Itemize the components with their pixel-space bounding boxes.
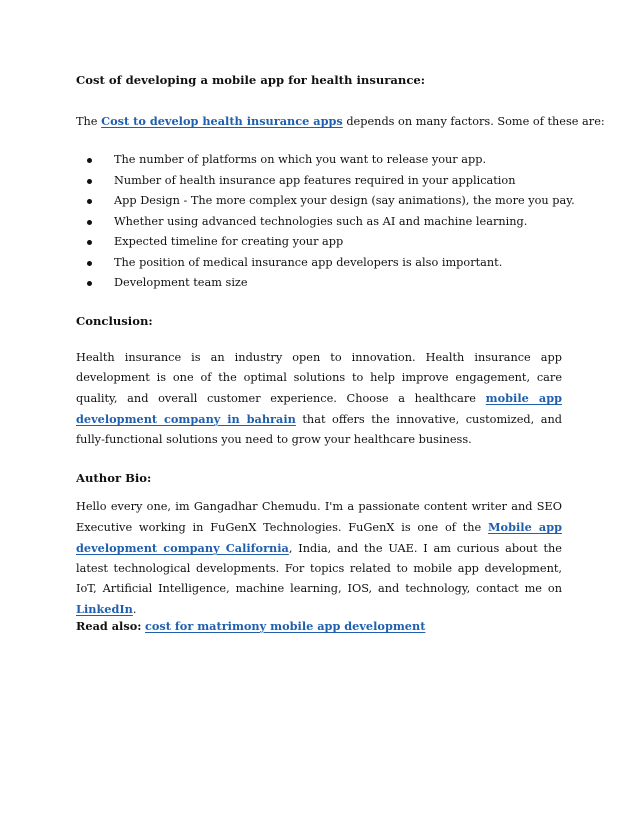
section-heading-author-bio: Author Bio: — [76, 471, 152, 485]
bullet-icon — [87, 179, 92, 184]
list-item — [76, 232, 575, 253]
bullet-icon — [87, 261, 92, 266]
read-also-line — [76, 619, 425, 633]
intro-prefix: The — [76, 115, 98, 128]
list-item-text: Whether using advanced technologies such as AI and machine learning. — [114, 214, 528, 228]
list-item — [76, 253, 575, 274]
cost-health-insurance-apps-link[interactable]: Cost to develop health insurance apps — [101, 114, 343, 128]
conclusion-text-after: that offers the innovative, customized, and fully-functional solutions you need to grow your healthcare business. — [76, 413, 563, 446]
conclusion-paragraph — [76, 348, 562, 450]
list-item-text: The position of medical insurance app developers is also important. — [114, 255, 503, 269]
intro-suffix: depends on many factors. Some of these are: — [346, 115, 605, 128]
author-bio-paragraph — [76, 497, 562, 620]
intro-paragraph — [76, 114, 605, 128]
factors-list — [76, 150, 575, 294]
read-also-label: Read also: — [76, 619, 142, 633]
author-bio-text-middle: , India, and the UAE. I am curious about the latest technological developments. For topics related to mobile app development, IoT, Artificial Intelligence, machine learning, IOS, and technology, contact me on — [76, 542, 562, 595]
list-item-text: Development team size — [114, 276, 248, 289]
section-heading-conclusion: Conclusion: — [76, 314, 153, 328]
bullet-icon — [87, 240, 92, 245]
author-bio-text-before: Hello every one, im Gangadhar Chemudu. I'm a passionate content writer and SEO Executive working in FuGenX Technologies. FuGenX is one of the — [76, 500, 562, 534]
section-heading-cost: Cost of developing a mobile app for health insurance: — [76, 73, 426, 87]
list-item — [76, 171, 575, 192]
bullet-icon — [87, 199, 92, 204]
mobile-app-company-california-link[interactable]: Mobile app development company California — [76, 520, 563, 555]
author-bio-text-end: . — [132, 603, 137, 616]
matrimony-app-cost-link[interactable]: cost for matrimony mobile app development — [145, 619, 426, 633]
list-item — [76, 191, 575, 212]
list-item — [76, 150, 575, 171]
list-item-text: App Design - The more complex your design (say animations), the more you pay. — [114, 194, 575, 207]
list-item-text: Expected timeline for creating your app — [114, 235, 344, 248]
conclusion-text-before: Health insurance is an industry open to innovation. Health insurance app development is one of the optimal solutions to help improve engagement, care quality, and overall customer experience. Choose a healthcare — [76, 351, 562, 405]
list-item-text: Number of health insurance app features required in your application — [114, 173, 516, 187]
bullet-icon — [87, 281, 92, 286]
list-item — [76, 273, 575, 294]
list-item-text: The number of platforms on which you want to release your app. — [114, 153, 487, 166]
linkedin-link[interactable]: LinkedIn — [76, 602, 133, 616]
bullet-icon — [87, 158, 92, 163]
list-item — [76, 212, 575, 233]
bullet-icon — [87, 220, 92, 225]
mobile-app-company-bahrain-link[interactable]: mobile app development company in bahrain — [76, 391, 562, 426]
